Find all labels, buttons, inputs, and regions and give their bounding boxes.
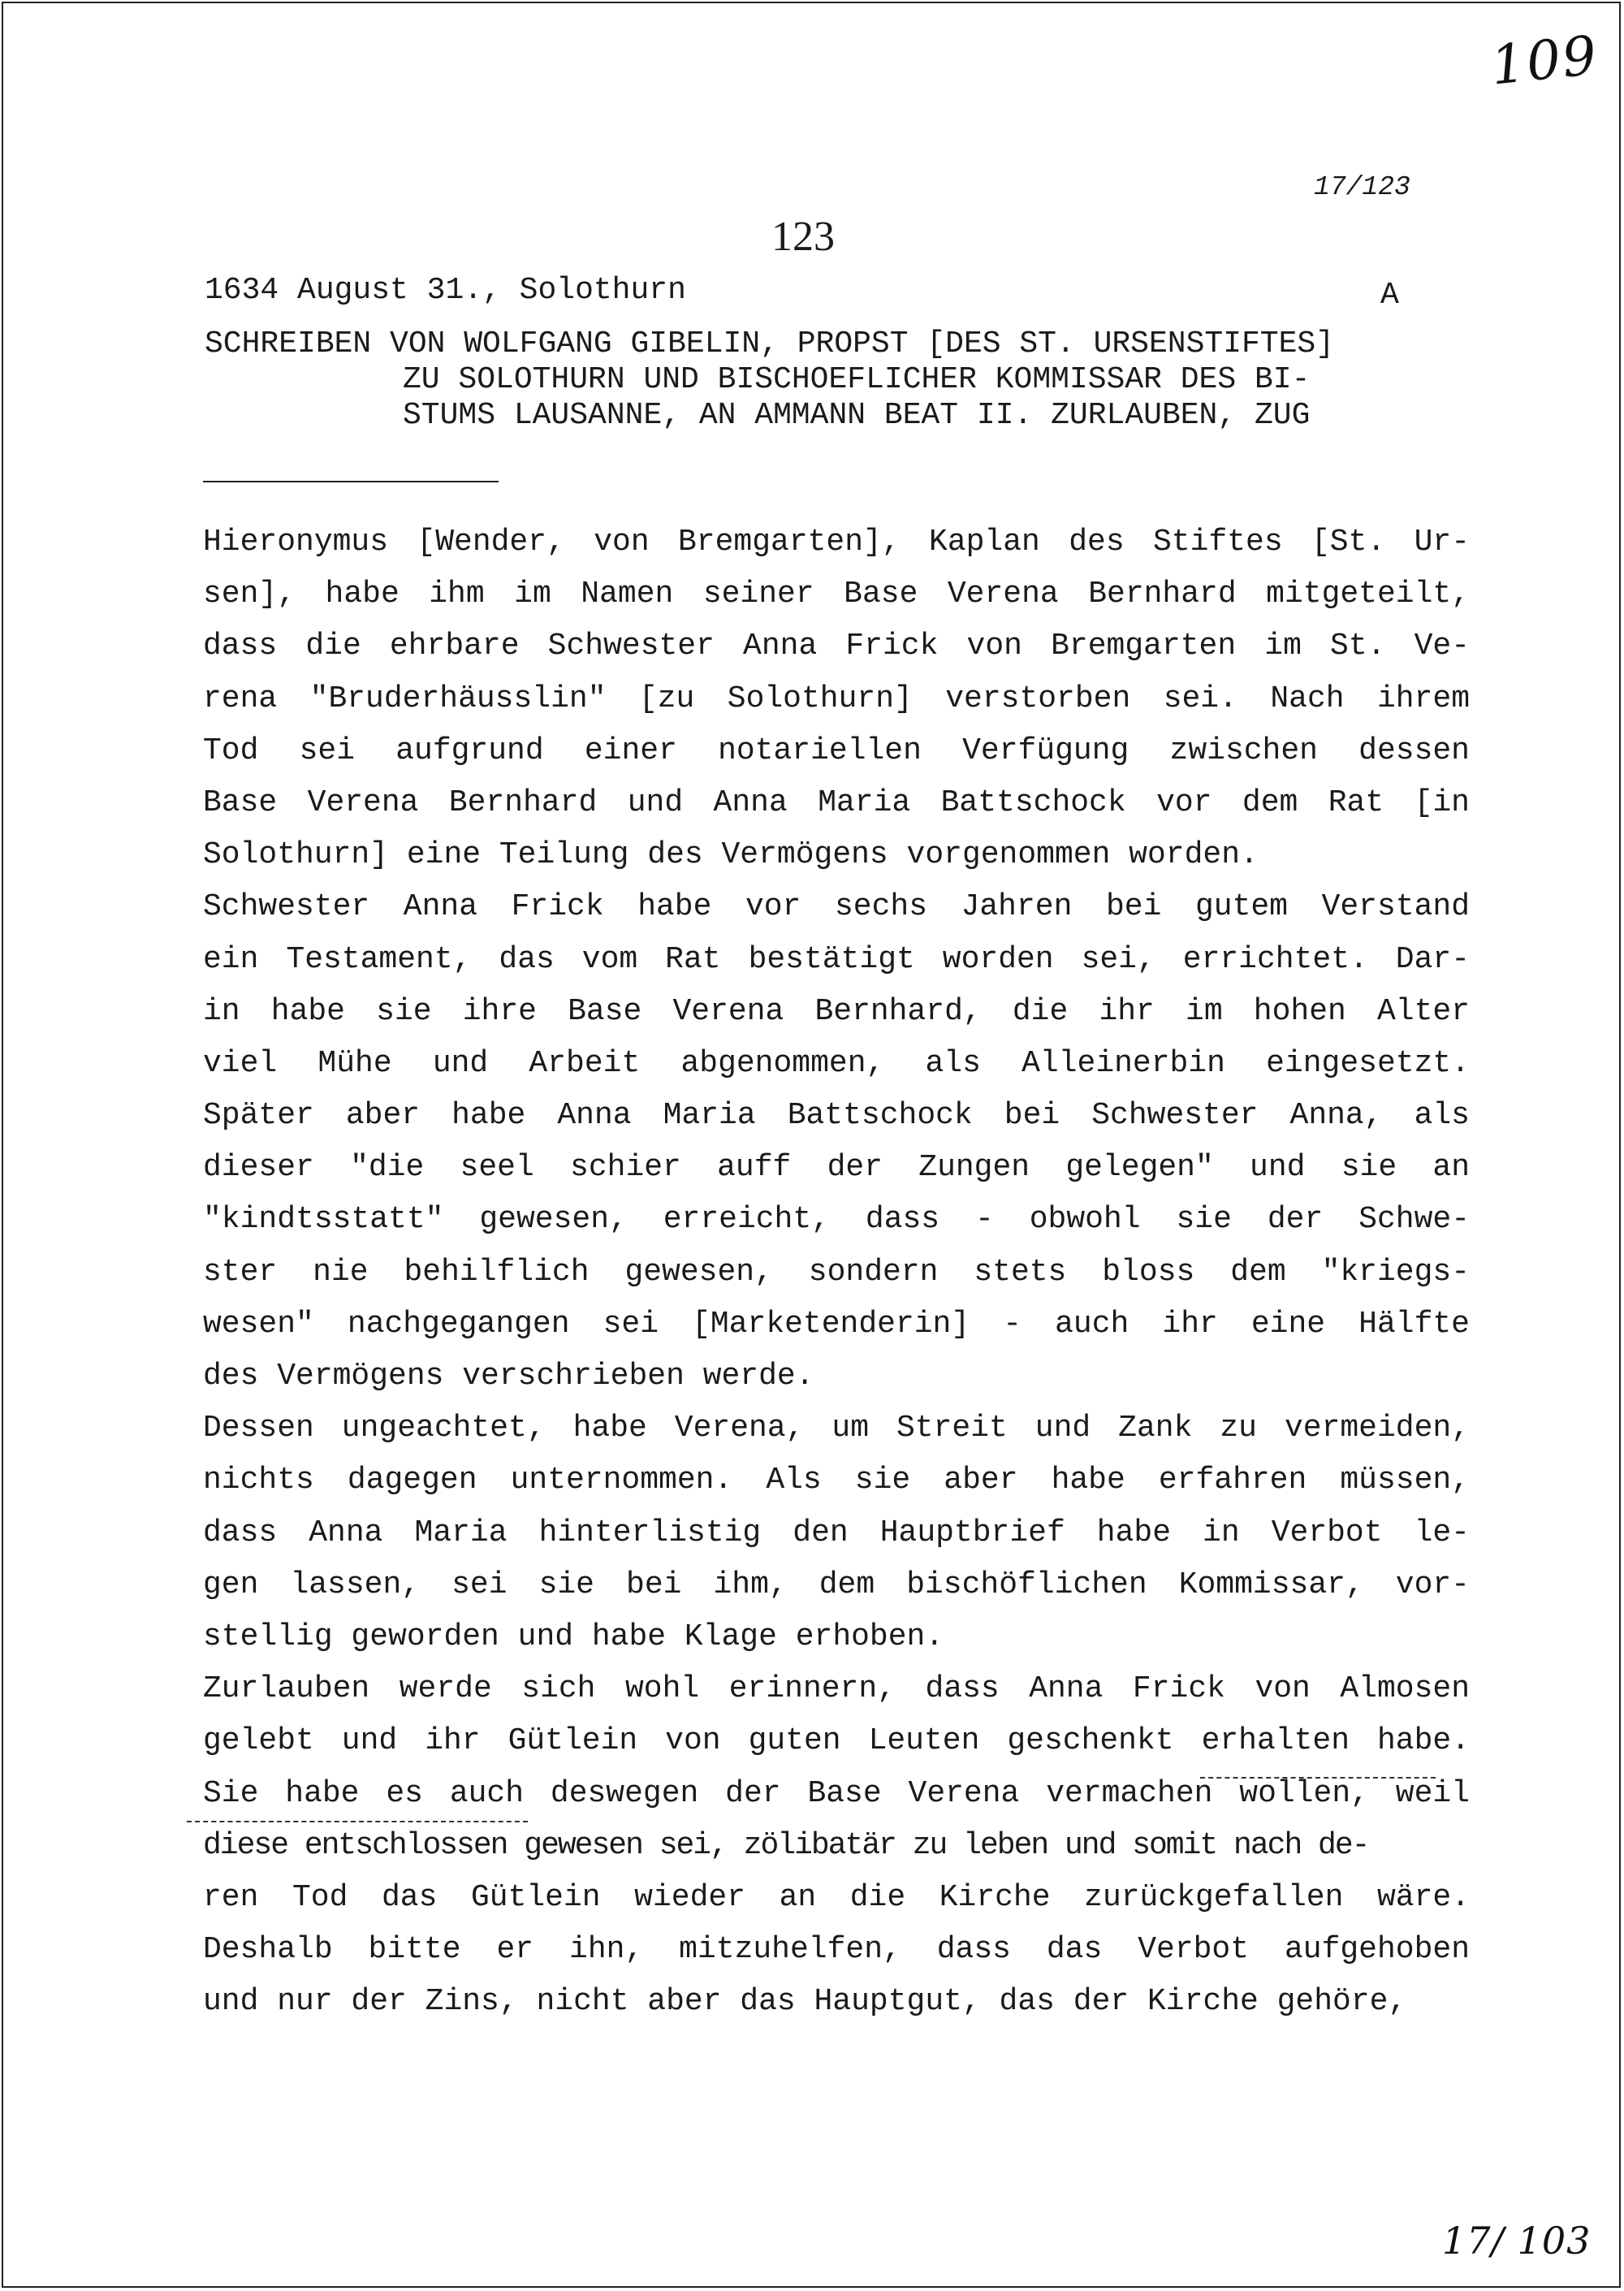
title-line: SCHREIBEN VON WOLFGANG GIBELIN, PROPST [DES ST. URSENSTIFTES]: [205, 326, 1335, 361]
body-line: dass die ehrbare Schwester Anna Frick von Bremgarten im St. Ve-: [203, 629, 1470, 664]
reference-number: 17/123: [1314, 172, 1410, 202]
body-line: Schwester Anna Frick habe vor sechs Jahren bei gutem Verstand: [203, 889, 1470, 925]
body-text: [203, 517, 1470, 2028]
handwritten-folio-number: 109: [1488, 24, 1601, 97]
body-line: nichts dagegen unternommen. Als sie aber habe erfahren müssen,: [203, 1463, 1470, 1498]
body-line: in habe sie ihre Base Verena Bernhard, die ihr im hohen Alter: [203, 993, 1470, 1029]
body-line: diese entschlossen gewesen sei, zölibatär zu leben und somit nach de-: [203, 1827, 1369, 1863]
body-line: Deshalb bitte er ihn, mitzuhelfen, dass das Verbot aufgehoben: [203, 1932, 1470, 1968]
body-line: gen lassen, sei sie bei ihm, dem bischöflichen Kommissar, vor-: [203, 1567, 1470, 1602]
body-line: Hieronymus [Wender, von Bremgarten], Kaplan des Stiftes [St. Ur-: [203, 525, 1470, 560]
body-line: Später aber habe Anna Maria Battschock bei Schwester Anna, als: [203, 1098, 1470, 1134]
body-line: Zurlauben werde sich wohl erinnern, dass Anna Frick von Almosen: [203, 1671, 1470, 1707]
body-line: viel Mühe und Arbeit abgenommen, als Alleinerbin eingesetzt.: [203, 1045, 1470, 1081]
date-place-line: 1634 August 31., Solothurn: [205, 273, 686, 308]
body-line: stellig geworden und habe Klage erhoben.: [203, 1619, 944, 1654]
body-line: wesen" nachgegangen sei [Marketenderin] - auch ihr eine Hälfte: [203, 1306, 1470, 1342]
body-line: sen], habe ihm im Namen seiner Base Verena Bernhard mitgeteilt,: [203, 577, 1470, 612]
body-line: ein Testament, das vom Rat bestätigt worden sei, errichtet. Dar-: [203, 941, 1470, 977]
body-line: rena "Bruderhäusslin" [zu Solothurn] verstorben sei. Nach ihrem: [203, 681, 1470, 716]
body-line: Dessen ungeachtet, habe Verena, um Streit und Zank zu vermeiden,: [203, 1411, 1470, 1446]
body-line: ren Tod das Gütlein wieder an die Kirche zurückgefallen wäre.: [203, 1879, 1470, 1915]
body-line: dass Anna Maria hinterlistig den Hauptbrief habe in Verbot le-: [203, 1515, 1470, 1550]
body-line: dieser "die seel schier auff der Zungen gelegen" und sie an: [203, 1150, 1470, 1186]
body-line: gelebt und ihr Gütlein von guten Leuten geschenkt erhalten habe.: [203, 1723, 1470, 1759]
body-line: Tod sei aufgrund einer notariellen Verfügung zwischen dessen: [203, 733, 1470, 768]
title-line: STUMS LAUSANNE, AN AMMANN BEAT II. ZURLAUBEN, ZUG: [403, 398, 1311, 433]
body-line: "kindtsstatt" gewesen, erreicht, dass - obwohl sie der Schwe-: [203, 1202, 1470, 1238]
title-line: ZU SOLOTHURN UND BISCHOEFLICHER KOMMISSAR DES BI-: [403, 362, 1311, 397]
body-line: ster nie behilflich gewesen, sondern stets bloss dem "kriegs-: [203, 1254, 1470, 1290]
body-line: Sie habe es auch deswegen der Base Verena vermachen wollen, weil: [203, 1775, 1470, 1811]
copy-type-marker: A: [1380, 278, 1399, 313]
body-line: des Vermögens verschrieben werde.: [203, 1359, 814, 1394]
body-line: und nur der Zins, nicht aber das Hauptgut, das der Kirche gehöre,: [203, 1984, 1407, 2020]
separator-rule: [203, 481, 499, 482]
correction-mark: [187, 1821, 528, 1822]
correction-mark: [1200, 1777, 1436, 1779]
document-number: 123: [771, 214, 835, 260]
body-line: Base Verena Bernhard und Anna Maria Battschock vor dem Rat [in: [203, 785, 1470, 820]
handwritten-page-number: 17/ 103: [1442, 2219, 1592, 2263]
body-line: Solothurn] eine Teilung des Vermögens vorgenommen worden.: [203, 837, 1259, 873]
